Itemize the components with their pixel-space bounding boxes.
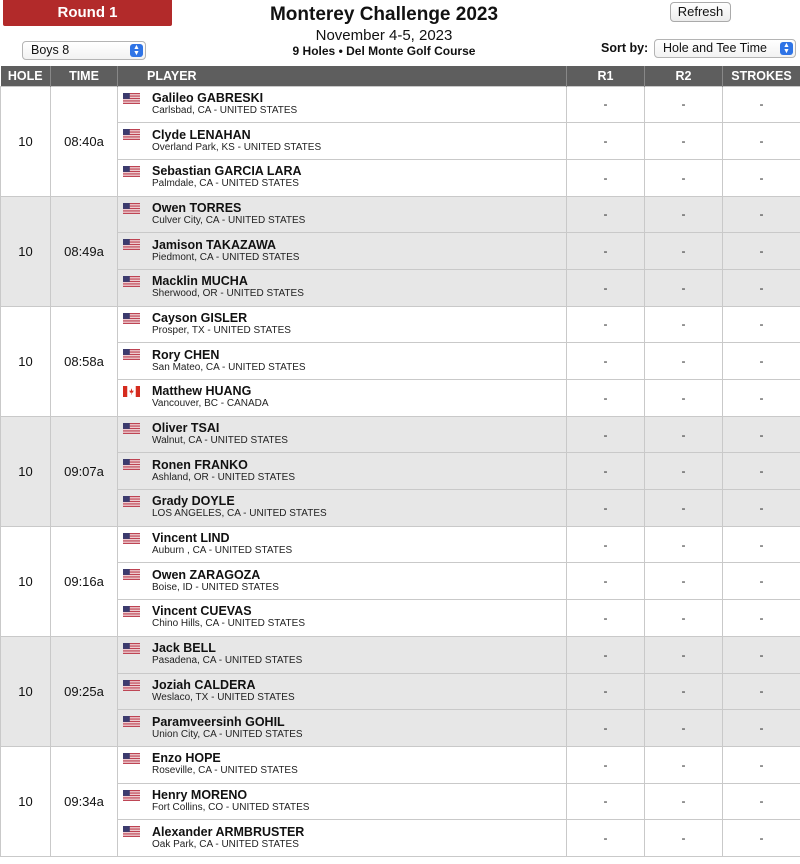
r1-score: -	[567, 453, 645, 490]
player-cell[interactable]	[118, 783, 567, 820]
r2-score: -	[645, 453, 723, 490]
sort-label: Sort by:	[601, 41, 649, 55]
player-cell[interactable]	[118, 269, 567, 306]
us-flag-icon	[123, 459, 140, 470]
player-cell[interactable]	[118, 636, 567, 673]
hole-cell: 10	[1, 306, 51, 416]
player-cell[interactable]	[118, 600, 567, 637]
column-header-r1[interactable]: R1	[567, 66, 645, 86]
tee-time-cell: 09:25a	[51, 636, 118, 746]
player-location: San Mateo, CA - UNITED STATES	[152, 361, 306, 373]
r1-score: -	[567, 746, 645, 783]
player-cell[interactable]	[118, 306, 567, 343]
table-row	[1, 710, 800, 747]
table-row	[1, 380, 800, 417]
column-header-player[interactable]: PLAYER	[118, 66, 567, 86]
player-name[interactable]: Jack BELL	[152, 641, 216, 656]
r2-score: -	[645, 233, 723, 270]
table-row	[1, 490, 800, 527]
strokes-total: -	[723, 306, 800, 343]
player-location: Ashland, OR - UNITED STATES	[152, 471, 295, 483]
strokes-total: -	[723, 673, 800, 710]
round-tab[interactable]: Round 1	[3, 0, 172, 26]
us-flag-icon	[123, 826, 140, 837]
r1-score: -	[567, 306, 645, 343]
table-row	[1, 746, 800, 783]
strokes-total: -	[723, 233, 800, 270]
player-name[interactable]: Oliver TSAI	[152, 421, 220, 436]
player-location: Fort Collins, CO - UNITED STATES	[152, 801, 310, 813]
strokes-total: -	[723, 453, 800, 490]
player-location: Oak Park, CA - UNITED STATES	[152, 838, 299, 850]
us-flag-icon	[123, 716, 140, 727]
tee-time-cell: 08:40a	[51, 86, 118, 196]
page-header	[0, 0, 800, 66]
player-location: Boise, ID - UNITED STATES	[152, 581, 279, 593]
table-row	[1, 453, 800, 490]
table-header-row	[1, 66, 800, 86]
r2-score: -	[645, 86, 723, 123]
table-row	[1, 783, 800, 820]
player-location: Pasadena, CA - UNITED STATES	[152, 655, 303, 667]
player-location: Auburn , CA - UNITED STATES	[152, 545, 293, 557]
page-title: Monterey Challenge 2023	[269, 4, 499, 25]
player-cell[interactable]	[118, 673, 567, 710]
player-cell[interactable]	[118, 416, 567, 453]
table-row	[1, 269, 800, 306]
player-location: Culver City, CA - UNITED STATES	[152, 214, 306, 226]
r2-score: -	[645, 159, 723, 196]
player-location: Carlsbad, CA - UNITED STATES	[152, 104, 298, 116]
player-name[interactable]: Cayson GISLER	[152, 310, 248, 325]
column-header-hole[interactable]: HOLE	[1, 66, 51, 86]
player-location: Roseville, CA - UNITED STATES	[152, 765, 298, 777]
player-location: Piedmont, CA - UNITED STATES	[152, 251, 300, 263]
r1-score: -	[567, 159, 645, 196]
strokes-total: -	[723, 563, 800, 600]
tee-time-cell: 09:07a	[51, 416, 118, 526]
player-location: Walnut, CA - UNITED STATES	[152, 435, 288, 447]
r1-score: -	[567, 820, 645, 857]
r2-score: -	[645, 746, 723, 783]
player-location: Palmdale, CA - UNITED STATES	[152, 178, 299, 190]
column-header-strokes[interactable]: STROKES	[723, 66, 800, 86]
sort-select[interactable]	[654, 39, 796, 58]
table-row	[1, 343, 800, 380]
select-stepper-icon: ▲ ▼	[130, 44, 143, 57]
r1-score: -	[567, 526, 645, 563]
player-name[interactable]: Henry MORENO	[152, 787, 248, 802]
player-name[interactable]: Clyde LENAHAN	[152, 127, 251, 142]
tee-time-cell: 09:16a	[51, 526, 118, 636]
player-cell[interactable]	[118, 526, 567, 563]
tee-times-table	[0, 66, 800, 857]
player-name[interactable]: Matthew HUANG	[152, 384, 252, 399]
us-flag-icon	[123, 349, 140, 360]
r1-score: -	[567, 673, 645, 710]
event-dates: November 4-5, 2023	[315, 27, 453, 44]
us-flag-icon	[123, 203, 140, 214]
division-select[interactable]	[22, 41, 146, 60]
player-name[interactable]: Owen ZARAGOZA	[152, 567, 261, 582]
tee-time-cell: 08:49a	[51, 196, 118, 306]
tee-time-cell: 09:34a	[51, 746, 118, 856]
us-flag-icon	[123, 496, 140, 507]
player-cell[interactable]	[118, 563, 567, 600]
r2-score: -	[645, 380, 723, 417]
division-select-value: Boys 8	[31, 43, 70, 57]
player-location: Weslaco, TX - UNITED STATES	[152, 691, 295, 703]
player-cell[interactable]	[118, 380, 567, 417]
r1-score: -	[567, 416, 645, 453]
r2-score: -	[645, 563, 723, 600]
player-name[interactable]: Owen TORRES	[152, 200, 242, 215]
us-flag-icon	[123, 790, 140, 801]
player-name[interactable]: Vincent LIND	[152, 531, 230, 546]
r2-score: -	[645, 490, 723, 527]
us-flag-icon	[123, 276, 140, 287]
strokes-total: -	[723, 123, 800, 160]
player-cell[interactable]	[118, 196, 567, 233]
player-location: Vancouver, BC - CANADA	[152, 398, 269, 410]
r2-score: -	[645, 123, 723, 160]
table-row	[1, 416, 800, 453]
player-name[interactable]: Enzo HOPE	[152, 751, 221, 766]
us-flag-icon	[123, 533, 140, 544]
sort-select-value: Hole and Tee Time	[663, 41, 767, 55]
r1-score: -	[567, 86, 645, 123]
r2-score: -	[645, 636, 723, 673]
player-location: Overland Park, KS - UNITED STATES	[152, 141, 322, 153]
r2-score: -	[645, 600, 723, 637]
strokes-total: -	[723, 526, 800, 563]
player-location: Chino Hills, CA - UNITED STATES	[152, 618, 305, 630]
player-name[interactable]: Paramveersinh GOHIL	[152, 714, 285, 729]
r2-score: -	[645, 710, 723, 747]
strokes-total: -	[723, 490, 800, 527]
player-name[interactable]: Ronen FRANKO	[152, 457, 248, 472]
player-name[interactable]: Galileo GABRESKI	[152, 90, 264, 105]
r1-score: -	[567, 233, 645, 270]
player-cell[interactable]	[118, 343, 567, 380]
table-row	[1, 673, 800, 710]
r1-score: -	[567, 563, 645, 600]
r1-score: -	[567, 490, 645, 527]
player-location: Sherwood, OR - UNITED STATES	[152, 288, 304, 300]
table-row	[1, 159, 800, 196]
r1-score: -	[567, 710, 645, 747]
strokes-total: -	[723, 343, 800, 380]
table-row	[1, 233, 800, 270]
table-row	[1, 600, 800, 637]
player-cell[interactable]	[118, 453, 567, 490]
r1-score: -	[567, 269, 645, 306]
r2-score: -	[645, 269, 723, 306]
table-row	[1, 636, 800, 673]
r1-score: -	[567, 636, 645, 673]
table-row	[1, 123, 800, 160]
us-flag-icon	[123, 93, 140, 104]
table-body	[1, 86, 800, 856]
r1-score: -	[567, 343, 645, 380]
player-location: Union City, CA - UNITED STATES	[152, 728, 303, 740]
strokes-total: -	[723, 196, 800, 233]
hole-cell: 10	[1, 636, 51, 746]
player-name[interactable]: Sebastian GARCIA LARA	[152, 164, 302, 179]
us-flag-icon	[123, 423, 140, 434]
strokes-total: -	[723, 600, 800, 637]
r1-score: -	[567, 196, 645, 233]
r2-score: -	[645, 673, 723, 710]
us-flag-icon	[123, 239, 140, 250]
strokes-total: -	[723, 710, 800, 747]
player-name[interactable]: Rory CHEN	[152, 347, 220, 362]
player-location: Prosper, TX - UNITED STATES	[152, 324, 291, 336]
r2-score: -	[645, 416, 723, 453]
strokes-total: -	[723, 86, 800, 123]
r2-score: -	[645, 526, 723, 563]
player-cell[interactable]	[118, 820, 567, 857]
player-name[interactable]: Macklin MUCHA	[152, 274, 248, 289]
strokes-total: -	[723, 380, 800, 417]
table-row	[1, 820, 800, 857]
player-cell[interactable]	[118, 86, 567, 123]
us-flag-icon	[123, 313, 140, 324]
r2-score: -	[645, 820, 723, 857]
player-cell[interactable]	[118, 746, 567, 783]
table-row	[1, 86, 800, 123]
us-flag-icon	[123, 680, 140, 691]
hole-cell: 10	[1, 746, 51, 856]
select-stepper-icon: ▲ ▼	[780, 42, 793, 55]
player-location: LOS ANGELES, CA - UNITED STATES	[152, 508, 327, 520]
r2-score: -	[645, 343, 723, 380]
table-row	[1, 306, 800, 343]
us-flag-icon	[123, 643, 140, 654]
hole-cell: 10	[1, 526, 51, 636]
strokes-total: -	[723, 636, 800, 673]
strokes-total: -	[723, 159, 800, 196]
player-cell[interactable]	[118, 710, 567, 747]
table-row	[1, 196, 800, 233]
player-cell[interactable]	[118, 490, 567, 527]
player-cell[interactable]	[118, 159, 567, 196]
hole-cell: 10	[1, 416, 51, 526]
r2-score: -	[645, 196, 723, 233]
refresh-button[interactable]: Refresh	[670, 2, 731, 22]
r2-score: -	[645, 783, 723, 820]
column-header-time[interactable]: TIME	[51, 66, 118, 86]
us-flag-icon	[123, 569, 140, 580]
r1-score: -	[567, 123, 645, 160]
strokes-total: -	[723, 820, 800, 857]
player-name[interactable]: Jamison TAKAZAWA	[152, 237, 277, 252]
player-name[interactable]: Vincent CUEVAS	[152, 604, 252, 619]
course-info: 9 Holes • Del Monte Golf Course	[292, 44, 476, 58]
strokes-total: -	[723, 416, 800, 453]
tee-time-cell: 08:58a	[51, 306, 118, 416]
hole-cell: 10	[1, 196, 51, 306]
column-header-r2[interactable]: R2	[645, 66, 723, 86]
us-flag-icon	[123, 753, 140, 764]
table-row	[1, 563, 800, 600]
player-cell[interactable]	[118, 233, 567, 270]
table-row	[1, 526, 800, 563]
ca-flag-icon	[123, 386, 140, 397]
hole-cell: 10	[1, 86, 51, 196]
player-name[interactable]: Grady DOYLE	[152, 494, 235, 509]
us-flag-icon	[123, 166, 140, 177]
us-flag-icon	[123, 606, 140, 617]
player-name[interactable]: Joziah CALDERA	[152, 677, 256, 692]
player-cell[interactable]	[118, 123, 567, 160]
r1-score: -	[567, 783, 645, 820]
player-name[interactable]: Alexander ARMBRUSTER	[152, 824, 305, 839]
us-flag-icon	[123, 129, 140, 140]
strokes-total: -	[723, 783, 800, 820]
strokes-total: -	[723, 269, 800, 306]
r1-score: -	[567, 600, 645, 637]
strokes-total: -	[723, 746, 800, 783]
r1-score: -	[567, 380, 645, 417]
r2-score: -	[645, 306, 723, 343]
